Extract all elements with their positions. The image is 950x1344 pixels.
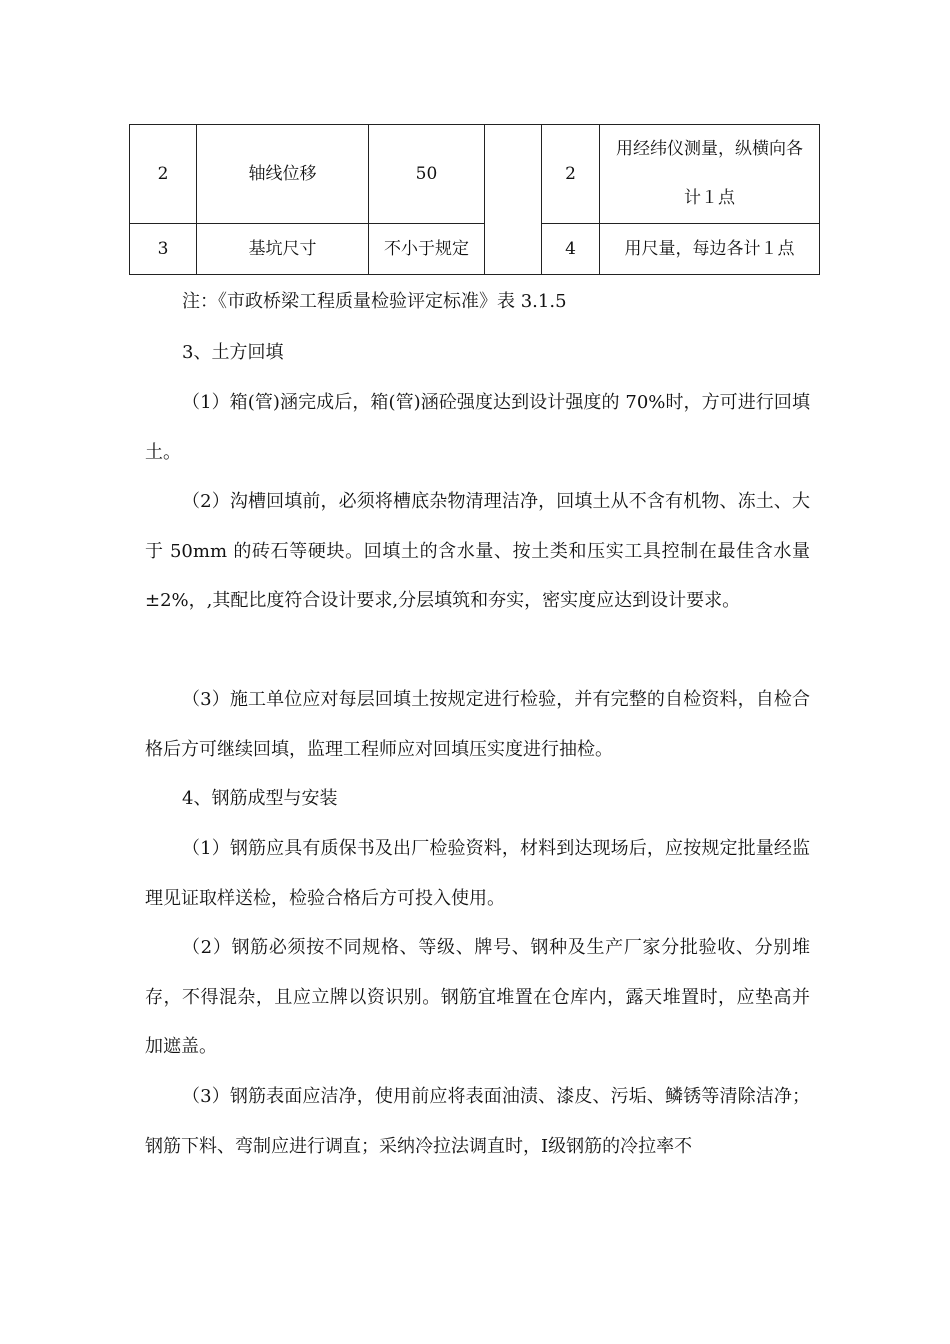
paragraph: （1）箱(管)涵完成后，箱(管)涵砼强度达到设计强度的 70%时，方可进行回填土。 xyxy=(145,392,810,463)
cell-allowed: 50 xyxy=(369,125,485,224)
cell-method: 用经纬仪测量，纵横向各计１点 xyxy=(600,125,820,224)
cell-method: 用尺量，每边各计１点 xyxy=(600,224,820,275)
cell-empty xyxy=(485,125,542,275)
cell-points: 2 xyxy=(542,125,600,224)
paragraph: （2）沟槽回填前，必须将槽底杂物清理洁净，回填土从不含有机物、冻土、大于 50mm 的砖石等硬块。回填土的含水量、按土类和压实工具控制在最佳含水量±2%，,其配比度符合设计要求,分层填筑和夯实，密实度应达到设计要求。 xyxy=(145,491,810,611)
paragraph: （3）钢筋表面应洁净，使用前应将表面油渍、漆皮、污垢、鳞锈等清除洁净；钢筋下料、弯制应进行调直；采纳冷拉法调直时，Ⅰ级钢筋的冷拉率不 xyxy=(145,1086,810,1157)
cell-item: 轴线位移 xyxy=(197,125,369,224)
section-heading: 4、钢筋成型与安装 xyxy=(182,788,338,809)
inspection-table xyxy=(129,124,820,275)
table-row xyxy=(130,224,820,275)
cell-points: 4 xyxy=(542,224,600,275)
cell-no: 2 xyxy=(130,125,197,224)
paragraph: （2）钢筋必须按不同规格、等级、牌号、钢种及生产厂家分批验收、分别堆存，不得混杂，且应立牌以资识别。钢筋宜堆置在仓库内，露天堆置时，应垫高并加遮盖。 xyxy=(145,937,810,1057)
cell-allowed: 不小于规定 xyxy=(369,224,485,275)
table-row xyxy=(130,125,820,224)
cell-no: 3 xyxy=(130,224,197,275)
section-heading: 3、土方回填 xyxy=(182,342,284,363)
cell-item: 基坑尺寸 xyxy=(197,224,369,275)
paragraph: （1）钢筋应具有质保书及出厂检验资料，材料到达现场后，应按规定批量经监理见证取样送检，检验合格后方可投入使用。 xyxy=(145,838,810,909)
table-note: 注：《市政桥梁工程质量检验评定标准》表 3.1.5 xyxy=(182,291,567,312)
paragraph: （3）施工单位应对每层回填土按规定进行检验，并有完整的自检资料，自检合格后方可继续回填，监理工程师应对回填压实度进行抽检。 xyxy=(145,689,810,760)
